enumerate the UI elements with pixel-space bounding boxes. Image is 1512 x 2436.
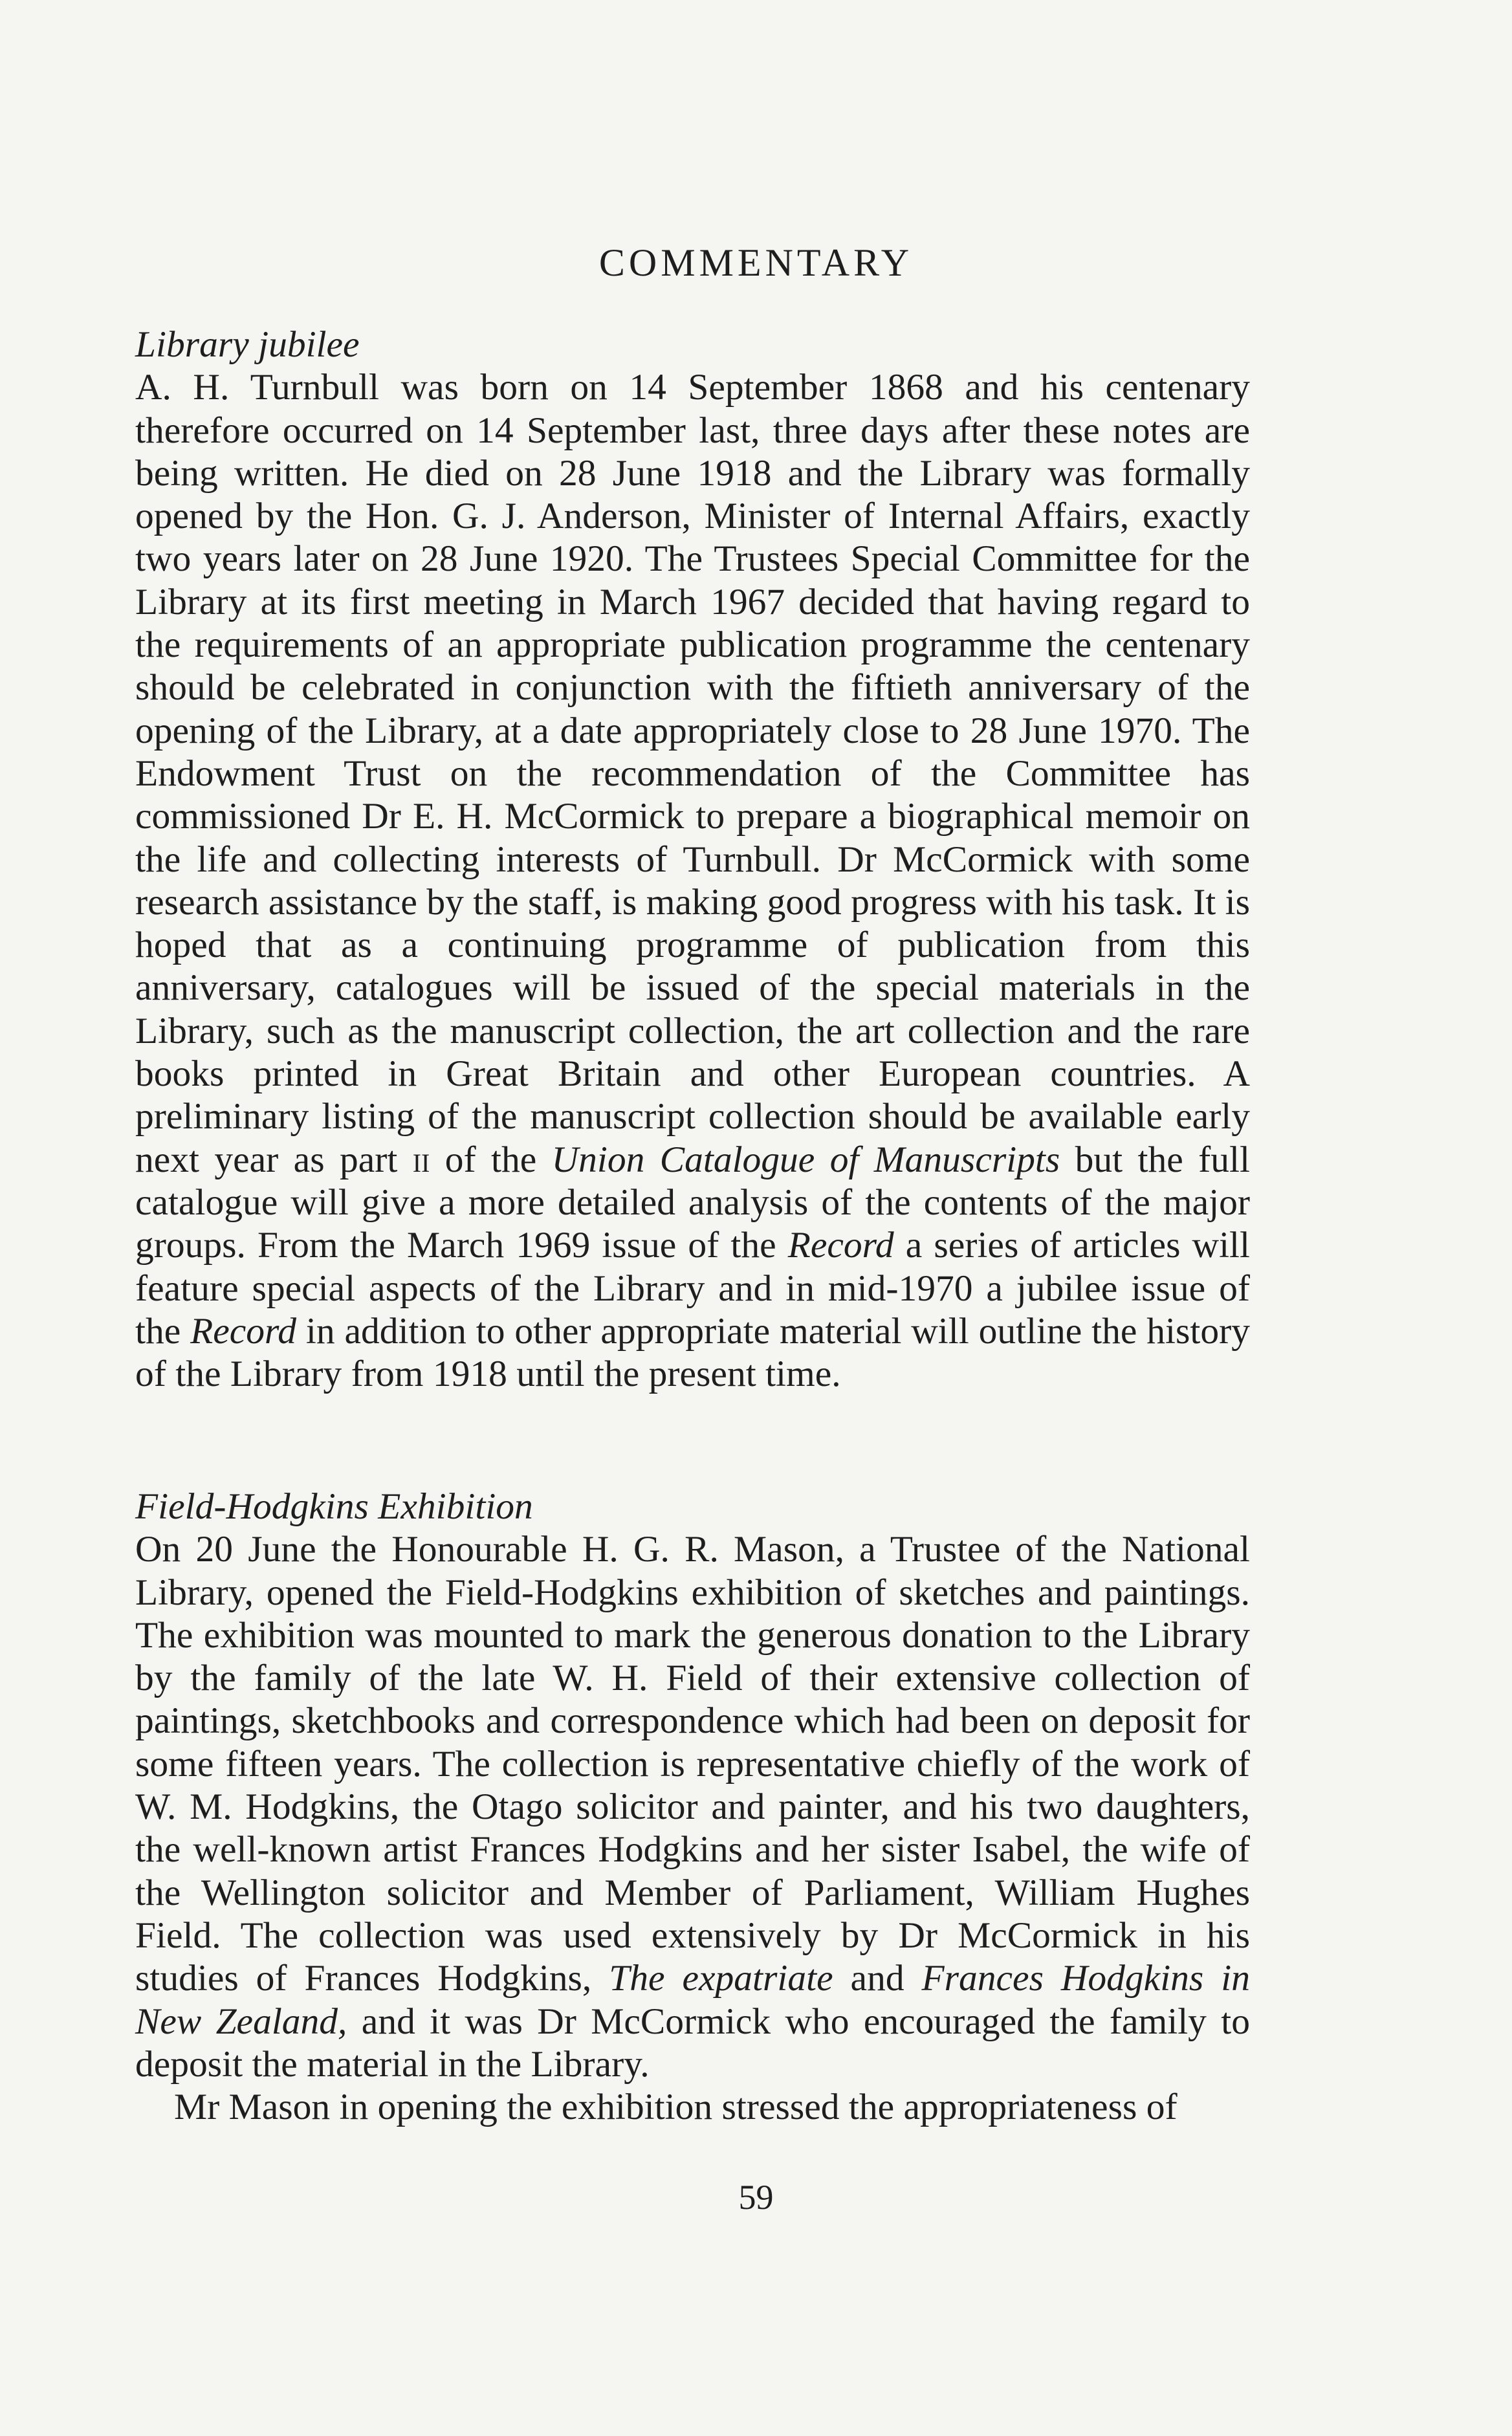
page-title: COMMENTARY <box>598 241 914 284</box>
page-number: 59 <box>738 2178 774 2217</box>
section-paragraph <box>135 1528 1250 2086</box>
section-heading: Library jubilee <box>135 324 360 365</box>
text-run: and <box>833 1958 922 1999</box>
text-run: On 20 June the Honourable H. G. R. Mason, a Trustee of the National Library, opened the Field-Hodgkins exhibition of sketches and paintings. The exhibition was mounted to mark the generous donation to the Library by the family of the late W. H. Field of their extensive collection of paintings, sketchbooks and correspondence which had been on deposit for some fifteen years. The collection is representative chiefly of the work of W. M. Hodgkins, the Otago solicitor and painter, and his two daughters, the well-known artist Frances Hodgkins and her sister Isabel, the wife of the Wellington solicitor and Member of Parliament, William Hughes Field. The collection was used extensively by Dr McCormick in his studies of Frances Hodgkins, <box>135 1529 1250 1999</box>
text-run: a series of articles will feature special aspects of the Library and in mid-1970 a jubilee issue of the <box>135 1225 1250 1352</box>
text-run: A. H. Turnbull was born on 14 September 1868 and his centenary therefore occurred on 14 September last, three days after these notes are being written. He died on 28 June 1918 and the Library was formally opened by the Hon. G. J. Anderson, Minister of Internal Affairs, exactly two years later on 28 June 1920. The Trustees Special Committee for the Library at its first meeting in March 1967 decided that having regard to the requirements of an appropriate publication programme the centenary should be celebrated in conjunction with the fiftieth anniversary of the opening of the Library, at a date appropriately close to 28 June 1970. The Endowment Trust on the recommendation of the Committee has commissioned Dr E. H. McCormick to prepare a biographical memoir on the life and collecting interests of Turnbull. Dr McCormick with some research assistance by the staff, is making good progress with his task. It is hoped that as a continuing programme of publication from this anniversary, catalogues will be issued of the special materials in the Library, such as the manuscript collection, the art collection and the rare books printed in Great Britain and other European countries. A preliminary listing of the manuscript collection should be available early next year as part <box>135 367 1250 1180</box>
text-run: of the <box>430 1139 552 1180</box>
text-run: Record <box>787 1225 894 1266</box>
text-run: ii <box>412 1139 430 1180</box>
text-run: Frances Hodgkins in New Zealand, <box>135 1958 1250 2042</box>
text-run: Union Catalogue of Manuscripts <box>551 1139 1060 1180</box>
text-run: Record <box>190 1310 297 1352</box>
section-paragraph: Mr Mason in opening the exhibition stressed the appropriateness of <box>174 2087 1178 2128</box>
text-run: and it was Dr McCormick who encouraged the family to deposit the material in the Library. <box>135 2001 1251 2085</box>
section-paragraph <box>135 366 1250 1396</box>
section-library-jubilee <box>135 324 1250 1396</box>
section-field-hodgkins-exhibition <box>135 1486 1250 2129</box>
text-run: in addition to other appropriate material will outline the history of the Library from 1918 until the present time. <box>135 1310 1250 1395</box>
text-run: but the full catalogue will give a more detailed analysis of the contents of the major groups. From the March 1969 issue of the <box>135 1139 1250 1266</box>
section-heading: Field-Hodgkins Exhibition <box>135 1486 533 1527</box>
text-run: The expatriate <box>609 1958 833 1999</box>
